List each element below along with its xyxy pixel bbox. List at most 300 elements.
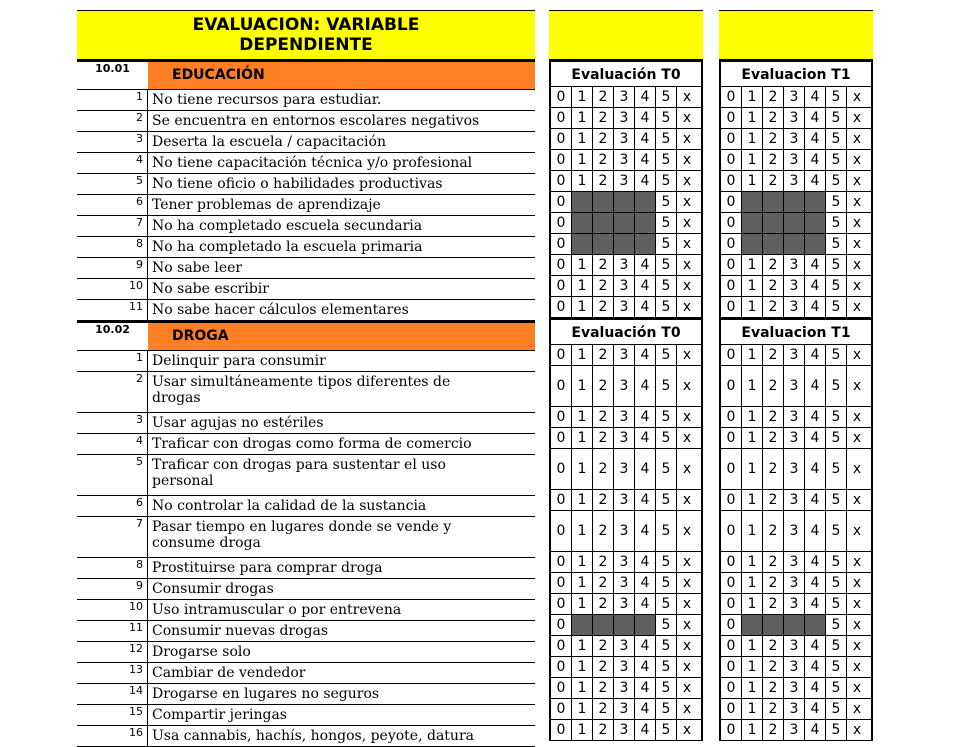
score-option-5[interactable]: 5 (826, 345, 847, 365)
score-option-5[interactable]: 5 (656, 490, 677, 510)
score-option-1[interactable]: 1 (572, 366, 593, 406)
score-option-5[interactable]: 5 (656, 594, 677, 614)
score-option-2[interactable]: 2 (763, 255, 784, 275)
score-option-1[interactable]: 1 (742, 366, 763, 406)
score-option-x[interactable]: x (852, 617, 862, 633)
score-option-3[interactable]: 3 (614, 276, 635, 296)
score-option-5[interactable]: 5 (826, 108, 847, 128)
score-option-5[interactable]: 5 (826, 192, 847, 212)
score-option-4[interactable]: 4 (805, 594, 826, 614)
score-option-0[interactable]: 0 (551, 699, 572, 719)
score-option-3[interactable]: 3 (784, 720, 805, 740)
score-option-2[interactable]: 2 (763, 345, 784, 365)
score-option-0[interactable]: 0 (551, 234, 572, 254)
score-option-3[interactable]: 3 (784, 636, 805, 656)
score-option-4[interactable]: 4 (805, 428, 826, 448)
score-option-1[interactable]: 1 (742, 490, 763, 510)
score-option-x[interactable]: x (682, 236, 692, 252)
score-option-5[interactable]: 5 (826, 234, 847, 254)
score-option-4[interactable]: 4 (635, 129, 656, 149)
score-option-5[interactable]: 5 (656, 87, 677, 107)
score-option-4[interactable]: 4 (635, 345, 656, 365)
score-option-x[interactable]: x (682, 659, 692, 675)
score-option-1[interactable]: 1 (742, 511, 763, 551)
score-option-4[interactable]: 4 (635, 594, 656, 614)
score-option-3[interactable]: 3 (614, 150, 635, 170)
score-option-x[interactable]: x (682, 378, 692, 394)
score-option-1[interactable]: 1 (572, 657, 593, 677)
score-option-4[interactable]: 4 (635, 276, 656, 296)
score-option-1[interactable]: 1 (742, 87, 763, 107)
score-option-x[interactable]: x (682, 89, 692, 105)
score-option-3[interactable]: 3 (784, 129, 805, 149)
score-option-2[interactable]: 2 (593, 87, 614, 107)
score-option-x[interactable]: x (852, 430, 862, 446)
score-option-0[interactable]: 0 (551, 129, 572, 149)
score-option-3[interactable]: 3 (614, 108, 635, 128)
score-option-5[interactable]: 5 (826, 87, 847, 107)
score-option-x[interactable]: x (852, 89, 862, 105)
score-option-2[interactable]: 2 (593, 699, 614, 719)
score-option-4[interactable]: 4 (805, 490, 826, 510)
score-option-2[interactable]: 2 (593, 255, 614, 275)
score-option-4[interactable]: 4 (635, 407, 656, 427)
score-option-5[interactable]: 5 (656, 552, 677, 572)
score-option-x[interactable]: x (682, 617, 692, 633)
score-option-0[interactable]: 0 (551, 255, 572, 275)
score-option-5[interactable]: 5 (826, 171, 847, 191)
score-option-1[interactable]: 1 (572, 87, 593, 107)
score-option-3[interactable]: 3 (614, 573, 635, 593)
score-option-0[interactable]: 0 (551, 213, 572, 233)
score-option-3[interactable]: 3 (614, 699, 635, 719)
score-option-4[interactable]: 4 (805, 407, 826, 427)
score-option-5[interactable]: 5 (656, 449, 677, 489)
score-option-0[interactable]: 0 (721, 276, 742, 296)
score-option-1[interactable]: 1 (572, 345, 593, 365)
score-option-3[interactable]: 3 (784, 657, 805, 677)
score-option-0[interactable]: 0 (721, 234, 742, 254)
score-option-3[interactable]: 3 (614, 636, 635, 656)
score-option-5[interactable]: 5 (656, 636, 677, 656)
score-option-4[interactable]: 4 (805, 657, 826, 677)
score-option-1[interactable]: 1 (742, 636, 763, 656)
score-option-2[interactable]: 2 (763, 108, 784, 128)
score-option-x[interactable]: x (852, 110, 862, 126)
score-option-3[interactable]: 3 (784, 171, 805, 191)
score-option-0[interactable]: 0 (721, 407, 742, 427)
score-option-5[interactable]: 5 (826, 255, 847, 275)
score-option-3[interactable]: 3 (784, 594, 805, 614)
score-option-5[interactable]: 5 (826, 552, 847, 572)
score-option-3[interactable]: 3 (614, 407, 635, 427)
score-option-4[interactable]: 4 (635, 699, 656, 719)
score-option-2[interactable]: 2 (763, 636, 784, 656)
score-option-3[interactable]: 3 (614, 171, 635, 191)
score-option-x[interactable]: x (852, 523, 862, 539)
score-option-4[interactable]: 4 (635, 87, 656, 107)
score-option-2[interactable]: 2 (763, 552, 784, 572)
score-option-4[interactable]: 4 (805, 129, 826, 149)
score-option-3[interactable]: 3 (784, 297, 805, 317)
score-option-1[interactable]: 1 (742, 345, 763, 365)
score-option-3[interactable]: 3 (784, 150, 805, 170)
score-option-2[interactable]: 2 (763, 297, 784, 317)
score-option-3[interactable]: 3 (614, 129, 635, 149)
score-option-3[interactable]: 3 (784, 490, 805, 510)
score-option-1[interactable]: 1 (572, 678, 593, 698)
score-option-5[interactable]: 5 (826, 366, 847, 406)
score-option-0[interactable]: 0 (551, 297, 572, 317)
score-option-4[interactable]: 4 (805, 573, 826, 593)
score-option-4[interactable]: 4 (805, 150, 826, 170)
score-option-4[interactable]: 4 (805, 449, 826, 489)
score-option-2[interactable]: 2 (763, 407, 784, 427)
score-option-3[interactable]: 3 (614, 657, 635, 677)
score-option-2[interactable]: 2 (763, 150, 784, 170)
score-option-1[interactable]: 1 (742, 255, 763, 275)
score-option-1[interactable]: 1 (572, 108, 593, 128)
score-option-1[interactable]: 1 (572, 720, 593, 740)
score-option-0[interactable]: 0 (721, 428, 742, 448)
score-option-5[interactable]: 5 (656, 428, 677, 448)
score-option-x[interactable]: x (852, 461, 862, 477)
score-option-4[interactable]: 4 (805, 552, 826, 572)
score-option-2[interactable]: 2 (593, 297, 614, 317)
score-option-2[interactable]: 2 (593, 449, 614, 489)
score-option-1[interactable]: 1 (742, 573, 763, 593)
score-option-0[interactable]: 0 (721, 213, 742, 233)
score-option-1[interactable]: 1 (742, 150, 763, 170)
score-option-0[interactable]: 0 (721, 636, 742, 656)
score-option-1[interactable]: 1 (572, 636, 593, 656)
score-option-5[interactable]: 5 (656, 511, 677, 551)
score-option-5[interactable]: 5 (826, 511, 847, 551)
score-option-x[interactable]: x (682, 194, 692, 210)
score-option-0[interactable]: 0 (551, 615, 572, 635)
score-option-3[interactable]: 3 (614, 594, 635, 614)
score-option-2[interactable]: 2 (593, 511, 614, 551)
score-option-x[interactable]: x (852, 596, 862, 612)
score-option-0[interactable]: 0 (721, 345, 742, 365)
score-option-0[interactable]: 0 (551, 594, 572, 614)
score-option-0[interactable]: 0 (721, 552, 742, 572)
score-option-4[interactable]: 4 (635, 636, 656, 656)
score-option-4[interactable]: 4 (635, 171, 656, 191)
score-option-3[interactable]: 3 (784, 428, 805, 448)
score-option-2[interactable]: 2 (763, 720, 784, 740)
score-option-5[interactable]: 5 (656, 720, 677, 740)
score-option-x[interactable]: x (852, 701, 862, 717)
score-option-3[interactable]: 3 (784, 552, 805, 572)
score-option-x[interactable]: x (682, 278, 692, 294)
score-option-3[interactable]: 3 (784, 449, 805, 489)
score-option-x[interactable]: x (682, 554, 692, 570)
score-option-0[interactable]: 0 (721, 129, 742, 149)
score-option-4[interactable]: 4 (805, 255, 826, 275)
score-option-5[interactable]: 5 (656, 407, 677, 427)
score-option-2[interactable]: 2 (593, 657, 614, 677)
score-option-5[interactable]: 5 (826, 657, 847, 677)
score-option-1[interactable]: 1 (572, 407, 593, 427)
score-option-1[interactable]: 1 (572, 297, 593, 317)
score-option-0[interactable]: 0 (721, 255, 742, 275)
score-option-2[interactable]: 2 (763, 428, 784, 448)
score-option-0[interactable]: 0 (551, 678, 572, 698)
score-option-4[interactable]: 4 (805, 720, 826, 740)
score-option-5[interactable]: 5 (656, 150, 677, 170)
score-option-4[interactable]: 4 (805, 108, 826, 128)
score-option-5[interactable]: 5 (656, 297, 677, 317)
score-option-0[interactable]: 0 (551, 552, 572, 572)
score-option-5[interactable]: 5 (826, 573, 847, 593)
score-option-1[interactable]: 1 (572, 449, 593, 489)
score-option-5[interactable]: 5 (826, 594, 847, 614)
score-option-x[interactable]: x (852, 680, 862, 696)
score-option-x[interactable]: x (682, 596, 692, 612)
score-option-0[interactable]: 0 (721, 150, 742, 170)
score-option-3[interactable]: 3 (784, 366, 805, 406)
score-option-5[interactable]: 5 (826, 150, 847, 170)
score-option-1[interactable]: 1 (742, 720, 763, 740)
score-option-5[interactable]: 5 (656, 699, 677, 719)
score-option-2[interactable]: 2 (763, 594, 784, 614)
score-option-4[interactable]: 4 (635, 108, 656, 128)
score-option-3[interactable]: 3 (784, 87, 805, 107)
score-option-4[interactable]: 4 (805, 511, 826, 551)
score-option-x[interactable]: x (852, 378, 862, 394)
score-option-5[interactable]: 5 (826, 636, 847, 656)
score-option-1[interactable]: 1 (572, 171, 593, 191)
score-option-x[interactable]: x (682, 110, 692, 126)
score-option-2[interactable]: 2 (763, 87, 784, 107)
score-option-2[interactable]: 2 (593, 108, 614, 128)
score-option-5[interactable]: 5 (826, 615, 847, 635)
score-option-x[interactable]: x (852, 131, 862, 147)
score-option-2[interactable]: 2 (593, 720, 614, 740)
score-option-1[interactable]: 1 (572, 594, 593, 614)
score-option-5[interactable]: 5 (826, 699, 847, 719)
score-option-3[interactable]: 3 (784, 407, 805, 427)
score-option-5[interactable]: 5 (826, 449, 847, 489)
score-option-0[interactable]: 0 (721, 699, 742, 719)
score-option-x[interactable]: x (682, 523, 692, 539)
score-option-x[interactable]: x (852, 173, 862, 189)
score-option-4[interactable]: 4 (635, 720, 656, 740)
score-option-x[interactable]: x (682, 173, 692, 189)
score-option-0[interactable]: 0 (721, 720, 742, 740)
score-option-0[interactable]: 0 (721, 511, 742, 551)
score-option-x[interactable]: x (852, 152, 862, 168)
score-option-0[interactable]: 0 (551, 108, 572, 128)
score-option-0[interactable]: 0 (721, 449, 742, 489)
score-option-1[interactable]: 1 (742, 699, 763, 719)
score-option-4[interactable]: 4 (635, 657, 656, 677)
score-option-2[interactable]: 2 (763, 129, 784, 149)
score-option-1[interactable]: 1 (572, 490, 593, 510)
score-option-0[interactable]: 0 (551, 449, 572, 489)
score-option-2[interactable]: 2 (763, 511, 784, 551)
score-option-4[interactable]: 4 (635, 552, 656, 572)
score-option-2[interactable]: 2 (763, 573, 784, 593)
score-option-3[interactable]: 3 (784, 345, 805, 365)
score-option-x[interactable]: x (682, 152, 692, 168)
score-option-4[interactable]: 4 (635, 573, 656, 593)
score-option-3[interactable]: 3 (784, 573, 805, 593)
score-option-x[interactable]: x (852, 722, 862, 738)
score-option-5[interactable]: 5 (826, 720, 847, 740)
score-option-1[interactable]: 1 (742, 594, 763, 614)
score-option-1[interactable]: 1 (742, 449, 763, 489)
score-option-0[interactable]: 0 (551, 490, 572, 510)
score-option-x[interactable]: x (682, 430, 692, 446)
score-option-4[interactable]: 4 (635, 255, 656, 275)
score-option-0[interactable]: 0 (721, 594, 742, 614)
score-option-x[interactable]: x (852, 215, 862, 231)
score-option-3[interactable]: 3 (784, 255, 805, 275)
score-option-1[interactable]: 1 (572, 428, 593, 448)
score-option-4[interactable]: 4 (805, 276, 826, 296)
score-option-1[interactable]: 1 (742, 657, 763, 677)
score-option-3[interactable]: 3 (614, 720, 635, 740)
score-option-0[interactable]: 0 (551, 428, 572, 448)
score-option-1[interactable]: 1 (742, 407, 763, 427)
score-option-2[interactable]: 2 (763, 449, 784, 489)
score-option-2[interactable]: 2 (763, 657, 784, 677)
score-option-2[interactable]: 2 (593, 171, 614, 191)
score-option-x[interactable]: x (852, 257, 862, 273)
score-option-4[interactable]: 4 (635, 150, 656, 170)
score-option-0[interactable]: 0 (551, 511, 572, 551)
score-option-0[interactable]: 0 (551, 407, 572, 427)
score-option-3[interactable]: 3 (784, 511, 805, 551)
score-option-0[interactable]: 0 (551, 573, 572, 593)
score-option-1[interactable]: 1 (742, 171, 763, 191)
score-option-4[interactable]: 4 (635, 449, 656, 489)
score-option-1[interactable]: 1 (572, 150, 593, 170)
score-option-4[interactable]: 4 (805, 87, 826, 107)
score-option-1[interactable]: 1 (742, 129, 763, 149)
score-option-0[interactable]: 0 (721, 108, 742, 128)
score-option-x[interactable]: x (852, 638, 862, 654)
score-option-x[interactable]: x (852, 492, 862, 508)
score-option-3[interactable]: 3 (614, 255, 635, 275)
score-option-4[interactable]: 4 (805, 171, 826, 191)
score-option-3[interactable]: 3 (784, 108, 805, 128)
score-option-2[interactable]: 2 (593, 366, 614, 406)
score-option-5[interactable]: 5 (826, 407, 847, 427)
score-option-4[interactable]: 4 (805, 699, 826, 719)
score-option-4[interactable]: 4 (805, 636, 826, 656)
score-option-0[interactable]: 0 (551, 657, 572, 677)
score-option-0[interactable]: 0 (551, 192, 572, 212)
score-option-4[interactable]: 4 (805, 366, 826, 406)
score-option-2[interactable]: 2 (763, 366, 784, 406)
score-option-2[interactable]: 2 (593, 276, 614, 296)
score-option-0[interactable]: 0 (721, 192, 742, 212)
score-option-1[interactable]: 1 (742, 428, 763, 448)
score-option-0[interactable]: 0 (551, 720, 572, 740)
score-option-0[interactable]: 0 (551, 150, 572, 170)
score-option-2[interactable]: 2 (593, 150, 614, 170)
score-option-1[interactable]: 1 (742, 297, 763, 317)
score-option-x[interactable]: x (852, 659, 862, 675)
score-option-x[interactable]: x (682, 680, 692, 696)
score-option-1[interactable]: 1 (572, 511, 593, 551)
score-option-5[interactable]: 5 (826, 490, 847, 510)
score-option-1[interactable]: 1 (572, 255, 593, 275)
score-option-x[interactable]: x (682, 347, 692, 363)
score-option-2[interactable]: 2 (763, 699, 784, 719)
score-option-1[interactable]: 1 (742, 552, 763, 572)
score-option-5[interactable]: 5 (826, 276, 847, 296)
score-option-5[interactable]: 5 (826, 297, 847, 317)
score-option-0[interactable]: 0 (721, 87, 742, 107)
score-option-0[interactable]: 0 (551, 636, 572, 656)
score-option-3[interactable]: 3 (784, 678, 805, 698)
score-option-1[interactable]: 1 (572, 552, 593, 572)
score-option-1[interactable]: 1 (572, 573, 593, 593)
score-option-5[interactable]: 5 (656, 345, 677, 365)
score-option-2[interactable]: 2 (763, 276, 784, 296)
score-option-0[interactable]: 0 (721, 615, 742, 635)
score-option-1[interactable]: 1 (742, 678, 763, 698)
score-option-2[interactable]: 2 (593, 407, 614, 427)
score-option-5[interactable]: 5 (826, 129, 847, 149)
score-option-x[interactable]: x (852, 575, 862, 591)
score-option-x[interactable]: x (852, 554, 862, 570)
score-option-5[interactable]: 5 (656, 192, 677, 212)
score-option-5[interactable]: 5 (656, 129, 677, 149)
score-option-x[interactable]: x (682, 257, 692, 273)
score-option-4[interactable]: 4 (635, 490, 656, 510)
score-option-0[interactable]: 0 (721, 366, 742, 406)
score-option-4[interactable]: 4 (805, 297, 826, 317)
score-option-2[interactable]: 2 (763, 490, 784, 510)
score-option-3[interactable]: 3 (614, 428, 635, 448)
score-option-2[interactable]: 2 (763, 678, 784, 698)
score-option-3[interactable]: 3 (614, 678, 635, 698)
score-option-4[interactable]: 4 (635, 366, 656, 406)
score-option-x[interactable]: x (852, 236, 862, 252)
score-option-4[interactable]: 4 (635, 428, 656, 448)
score-option-2[interactable]: 2 (593, 678, 614, 698)
score-option-2[interactable]: 2 (763, 171, 784, 191)
score-option-5[interactable]: 5 (656, 573, 677, 593)
score-option-x[interactable]: x (852, 347, 862, 363)
score-option-4[interactable]: 4 (805, 678, 826, 698)
score-option-3[interactable]: 3 (614, 490, 635, 510)
score-option-2[interactable]: 2 (593, 345, 614, 365)
score-option-0[interactable]: 0 (721, 490, 742, 510)
score-option-x[interactable]: x (682, 638, 692, 654)
score-option-1[interactable]: 1 (572, 276, 593, 296)
score-option-0[interactable]: 0 (721, 297, 742, 317)
score-option-x[interactable]: x (682, 461, 692, 477)
score-option-0[interactable]: 0 (721, 171, 742, 191)
score-option-x[interactable]: x (682, 215, 692, 231)
score-option-4[interactable]: 4 (805, 345, 826, 365)
score-option-5[interactable]: 5 (656, 276, 677, 296)
score-option-x[interactable]: x (682, 492, 692, 508)
score-option-0[interactable]: 0 (551, 276, 572, 296)
score-option-2[interactable]: 2 (593, 594, 614, 614)
score-option-5[interactable]: 5 (656, 213, 677, 233)
score-option-3[interactable]: 3 (614, 511, 635, 551)
score-option-5[interactable]: 5 (826, 678, 847, 698)
score-option-0[interactable]: 0 (721, 573, 742, 593)
score-option-4[interactable]: 4 (635, 511, 656, 551)
